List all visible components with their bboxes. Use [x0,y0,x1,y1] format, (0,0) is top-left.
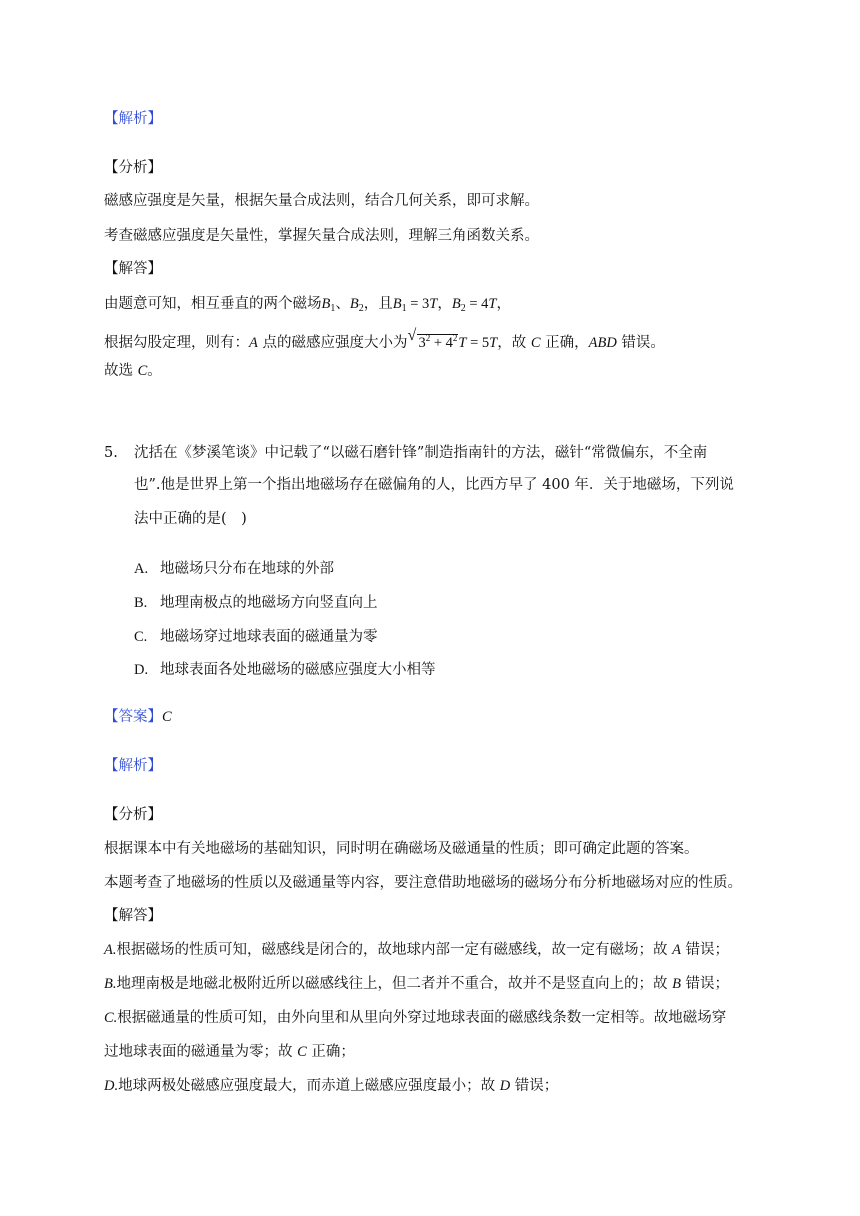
solution-line-1: 由题意可知，相互垂直的两个磁场$B_1$、$B_2$，且$B_1 = 3T$，$B_2 = 4T$， [104,296,511,314]
question-stem-3: 法中正确的是( ) [134,511,247,527]
solution-a: A.根据磁场的性质可知，磁感线是闭合的，故地球内部一定有磁感线，故一定有磁场；故 A 错误； [104,942,730,958]
fenxi-label-2: 【分析】 [104,807,162,823]
analysis-label-2: 【解析】 [104,758,162,774]
fenxi2-line-1: 根据课本中有关地磁场的基础知识，同时明在确磁场及磁通量的性质；即可确定此题的答案。 [104,841,699,857]
fenxi-label: 【分析】 [104,160,162,176]
sqrt-expression: √ $3^2 + 4^2$ [407,327,458,351]
jieda-label-2: 【解答】 [104,908,162,924]
solution-b: B.地理南极是地磁北极附近所以磁感线往上，但二者并不重合，故并不是竖直向上的；故 B 错误； [104,976,730,992]
solution-d: D.地球两极处磁感应强度最大，而赤道上磁感应强度最小；故 D 错误； [104,1078,559,1094]
jieda-label: 【解答】 [104,261,162,277]
option-c: C. 地磁场穿过地球表面的磁通量为零 [134,629,378,645]
option-d: D. 地球表面各处地磁场的磁感应强度大小相等 [134,662,436,678]
solution-line-2: 根据勾股定理，则有：A 点的磁感应强度大小为 √ $3^2 + 4^2T = 5T$，故 C 正确，ABD 错误。 [104,327,665,351]
option-b: B. 地理南极点的地磁场方向竖直向上 [134,595,378,611]
question-stem-1: 沈括在《梦溪笔谈》中记载了“以磁石磨针锋”制造指南针的方法，磁针“常微偏东，不全南 [134,445,708,461]
answer-line: 【答案】C [104,709,172,725]
solution-c: C.根据磁通量的性质可知，由外向里和从里向外穿过地球表面的磁感线条数一定相等。故地磁场穿 [104,1010,727,1026]
fenxi-line-2: 考查磁感应强度是矢量性，掌握矢量合成法则，理解三角函数关系。 [104,228,539,244]
fenxi2-line-2: 本题考查了地磁场的性质以及磁通量等内容，要注意借助地磁场的磁场分布分析地磁场对应的性质。 [104,875,742,891]
analysis-label: 【解析】 [104,111,162,127]
fenxi-line-1: 磁感应强度是矢量，根据矢量合成法则，结合几何关系，即可求解。 [104,193,539,209]
choice-line: 故选 C。 [104,363,162,379]
solution-c-cont: 过地球表面的磁通量为零；故 C 正确； [104,1044,355,1060]
question-stem-2: 也”.他是世界上第一个指出地磁场存在磁偏角的人，比西方早了 400 年．关于地磁场，下列说 [134,477,734,493]
option-a: A. 地磁场只分布在地球的外部 [134,561,334,577]
question-number: 5. [104,445,118,461]
